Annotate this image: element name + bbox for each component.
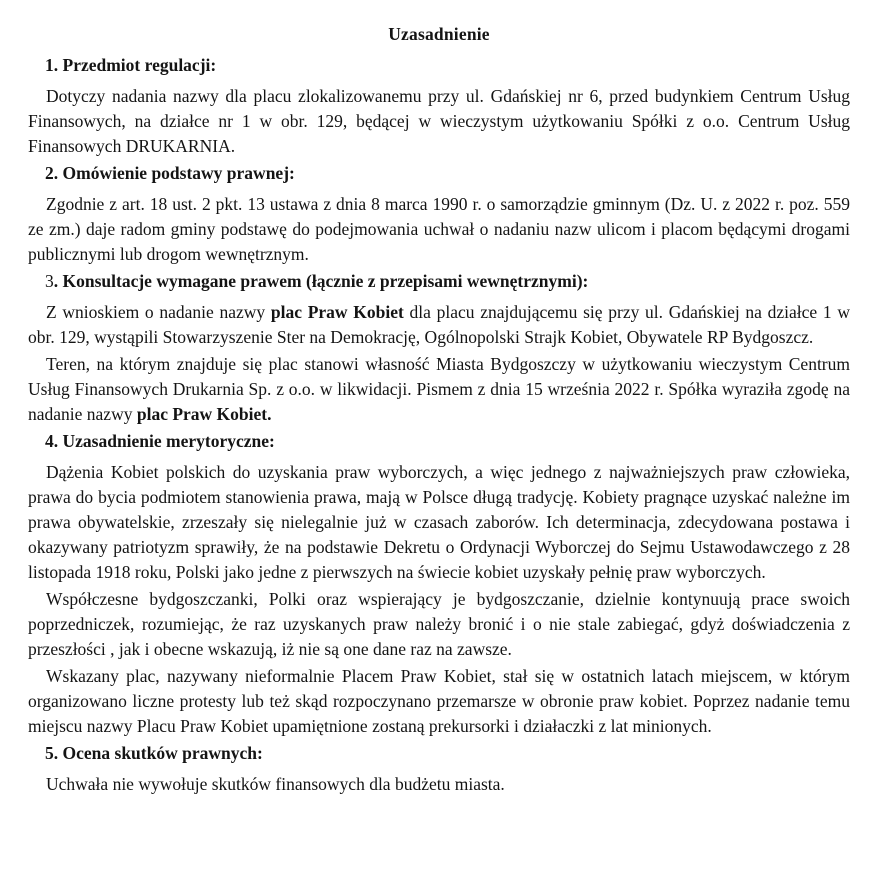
body-paragraph: Wskazany plac, nazywany nieformalnie Placem Praw Kobiet, stał się w ostatnich latach miejscem, w którym organizowano liczne protesty lub też skąd rozpoczynano przemarsze w obronie praw kobiet. Poprzez nadanie temu miejscu nazwy Placu Praw Kobiet upamiętnione zostaną prekursorki i działaczki z lat minionych.: [28, 666, 850, 736]
document-title: Uzasadnienie: [388, 24, 490, 44]
section-heading: 1. Przedmiot regulacji:: [45, 55, 217, 75]
section-heading: 4. Uzasadnienie merytoryczne:: [45, 431, 275, 451]
body-paragraph: Zgodnie z art. 18 ust. 2 pkt. 13 ustawa z dnia 8 marca 1990 r. o samorządzie gminnym (Dz. U. z 2022 r. poz. 559 ze zm.) daje radom gminy podstawę do podejmowania uchwał o nadaniu nazw ulicom i placom będącymi drogami publicznymi lub drogom wewnętrznym.: [28, 194, 850, 264]
body-paragraph: Dążenia Kobiet polskich do uzyskania praw wyborczych, a więc jednego z najważniejszych praw człowieka, prawa do bycia podmiotem stanowienia prawa, mają w Polsce długą tradycję. Kobiety pragnące uzyskać należne im prawa obywatelskie, zrzeszały się nielegalnie już w czasach zaborów. Ich determinacja, zdecydowana postawa i okazywany patriotyzm sprawiły, że na podstawie Dekretu o Ordynacji Wyborczej do Sejmu Ustawodawczego z 28 listopada 1918 roku, Polski jako jedne z pierwszych na świecie kobiet uzyskały pełnię praw wyborczych.: [28, 462, 850, 582]
body-paragraph: Z wnioskiem o nadanie nazwy plac Praw Kobiet dla placu znajdującemu się przy ul. Gdańskiej na działce 1 w obr. 129, wystąpili Stowarzyszenie Ster na Demokrację, Ogólnopolski Strajk Kobiet, Obywatele RP Bydgoszcz.: [28, 302, 850, 347]
document-blocks: [28, 53, 850, 797]
body-paragraph: Uchwała nie wywołuje skutków finansowych dla budżetu miasta.: [46, 774, 505, 794]
section-heading: 5. Ocena skutków prawnych:: [45, 743, 263, 763]
body-paragraph: Teren, na którym znajduje się plac stanowi własność Miasta Bydgoszczy w użytkowaniu wieczystym Centrum Usług Finansowych Drukarnia Sp. z o.o. w likwidacji. Pismem z dnia 15 września 2022 r. Spółka wyraziła zgodę na nadanie nazwy plac Praw Kobiet.: [28, 354, 850, 424]
body-paragraph: Współczesne bydgoszczanki, Polki oraz wspierający je bydgoszczanie, dzielnie kontynuują prace swoich poprzedniczek, rozumiejąc, że raz uzyskanych praw należy bronić i o nie stale zabiegać, gdyż doświadczenia z przeszłości , jak i obecne wskazują, iż nie są one dane raz na zawsze.: [28, 589, 850, 659]
section-heading: 2. Omówienie podstawy prawnej:: [45, 163, 295, 183]
section-heading: 3. Konsultacje wymagane prawem (łącznie z przepisami wewnętrznymi):: [45, 271, 589, 291]
body-paragraph: Dotyczy nadania nazwy dla placu zlokalizowanemu przy ul. Gdańskiej nr 6, przed budynkiem Centrum Usług Finansowych, na działce nr 1 w obr. 129, będącej w wieczystym użytkowaniu Spółki z o.o. Centrum Usług Finansowych DRUKARNIA.: [28, 86, 850, 156]
